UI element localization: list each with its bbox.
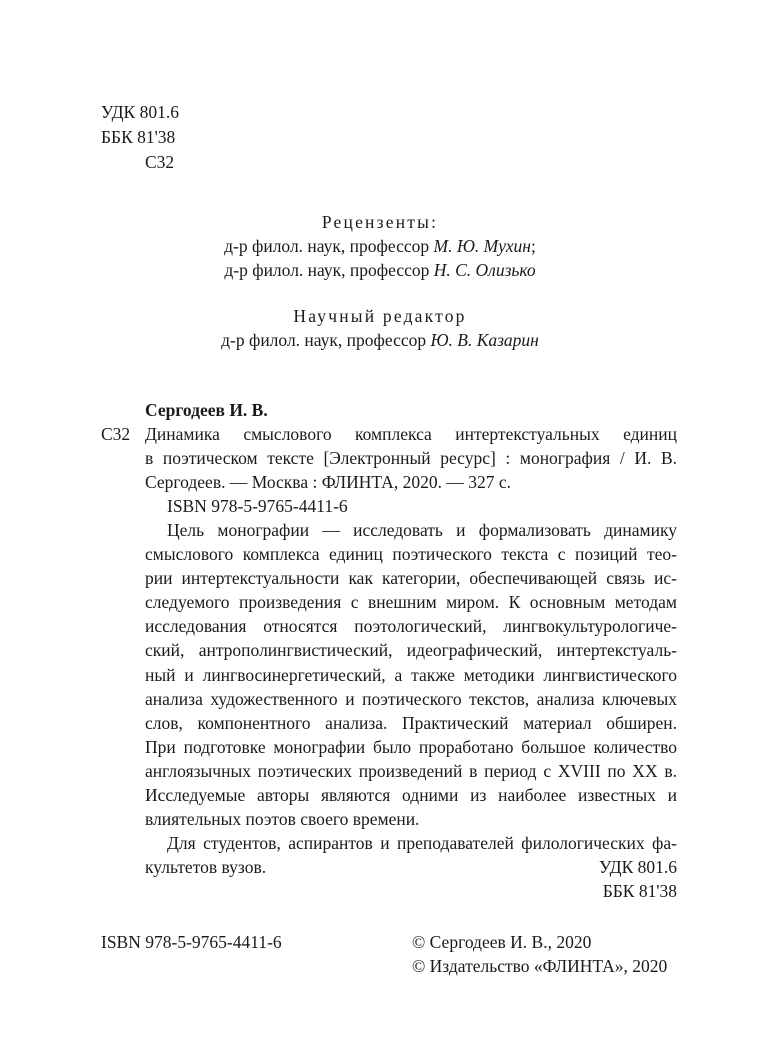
annotation-line: Цель монографии — исследовать и формализовать динамику <box>167 520 677 540</box>
catalog-mark: С32 <box>101 424 131 444</box>
annotation-line: ный и лингвосинергетический, а также методики лингвистического <box>145 664 677 685</box>
catalog-line: Сергодеев. — Москва : ФЛИНТА, 2020. — 327 с. <box>145 472 511 492</box>
reviewer-name: М. Ю. Мухин <box>433 236 531 256</box>
reviewer-suffix: ; <box>530 236 536 256</box>
right-classification-codes <box>560 855 677 903</box>
annotation-line: англоязычных поэтических произведений в период с XVIII по XX в. <box>145 760 677 781</box>
editor-title: д-р филол. наук, профессор <box>221 330 431 350</box>
copyright-block <box>412 930 667 978</box>
annotation-line: анализа художественного и поэтического текстов, анализа ключевых <box>145 688 677 709</box>
reviewer-line <box>100 258 660 282</box>
annotation-line: смыслового комплекса единиц поэтического текста с позиций тео- <box>145 544 677 565</box>
reviewer-title: д-р филол. наук, профессор <box>224 260 434 280</box>
annotation-line: При подготовке монографии было проработано большое количество <box>145 736 677 757</box>
annotation-line: рии интертекстуальности как категории, обеспечивающей связь ис- <box>145 568 677 589</box>
reviewer-title: д-р филол. наук, профессор <box>224 236 434 256</box>
catalog-line: в поэтическом тексте [Электронный ресурс] : монография / И. В. <box>145 448 677 468</box>
classification-codes <box>101 100 179 175</box>
copyright-author: © Сергодеев И. В., 2020 <box>412 932 592 952</box>
reviewer-line <box>100 234 660 258</box>
annotation <box>145 518 677 879</box>
author-mark: С32 <box>145 152 175 172</box>
catalog-line: Динамика смыслового комплекса интертекстуальных единиц <box>145 424 677 444</box>
bbk-code: ББК 81'38 <box>101 127 176 147</box>
copyright-publisher: © Издательство «ФЛИНТА», 2020 <box>412 956 668 976</box>
udk-code-right: УДК 801.6 <box>599 857 677 877</box>
reviewers-heading: Рецензенты: <box>321 212 439 232</box>
editor-block <box>100 304 660 352</box>
annotation-line: Исследуемые авторы являются одними из наиболее известных и <box>145 785 677 806</box>
editor-heading: Научный редактор <box>293 306 467 326</box>
footer-isbn: ISBN 978-5-9765-4411-6 <box>101 932 282 952</box>
udk-code: УДК 801.6 <box>101 102 179 122</box>
annotation-line: слов, компонентного анализа. Практический материал обширен. <box>145 712 677 733</box>
catalog-isbn: ISBN 978-5-9765-4411-6 <box>167 496 348 516</box>
annotation-line: культетов вузов. <box>145 857 267 878</box>
annotation-line: следуемого произведения с внешним миром. К основным методам <box>145 592 677 613</box>
editor-name: Ю. В. Казарин <box>430 330 539 350</box>
editor-line <box>100 328 660 352</box>
catalog-author: Сергодеев И. В. <box>145 400 268 420</box>
annotation-line: влиятельных поэтов своего времени. <box>145 809 420 830</box>
reviewers-block <box>100 210 660 282</box>
reviewer-name: Н. С. Олизько <box>433 260 536 280</box>
bbk-code-right: ББК 81'38 <box>602 881 677 901</box>
annotation-line: ский, антрополингвистический, идеографический, интертекстуаль- <box>145 640 677 661</box>
annotation-line: исследования относятся поэтологический, лингвокультурологиче- <box>145 616 677 637</box>
annotation-line: Для студентов, аспирантов и преподавателей филологических фа- <box>167 833 677 854</box>
